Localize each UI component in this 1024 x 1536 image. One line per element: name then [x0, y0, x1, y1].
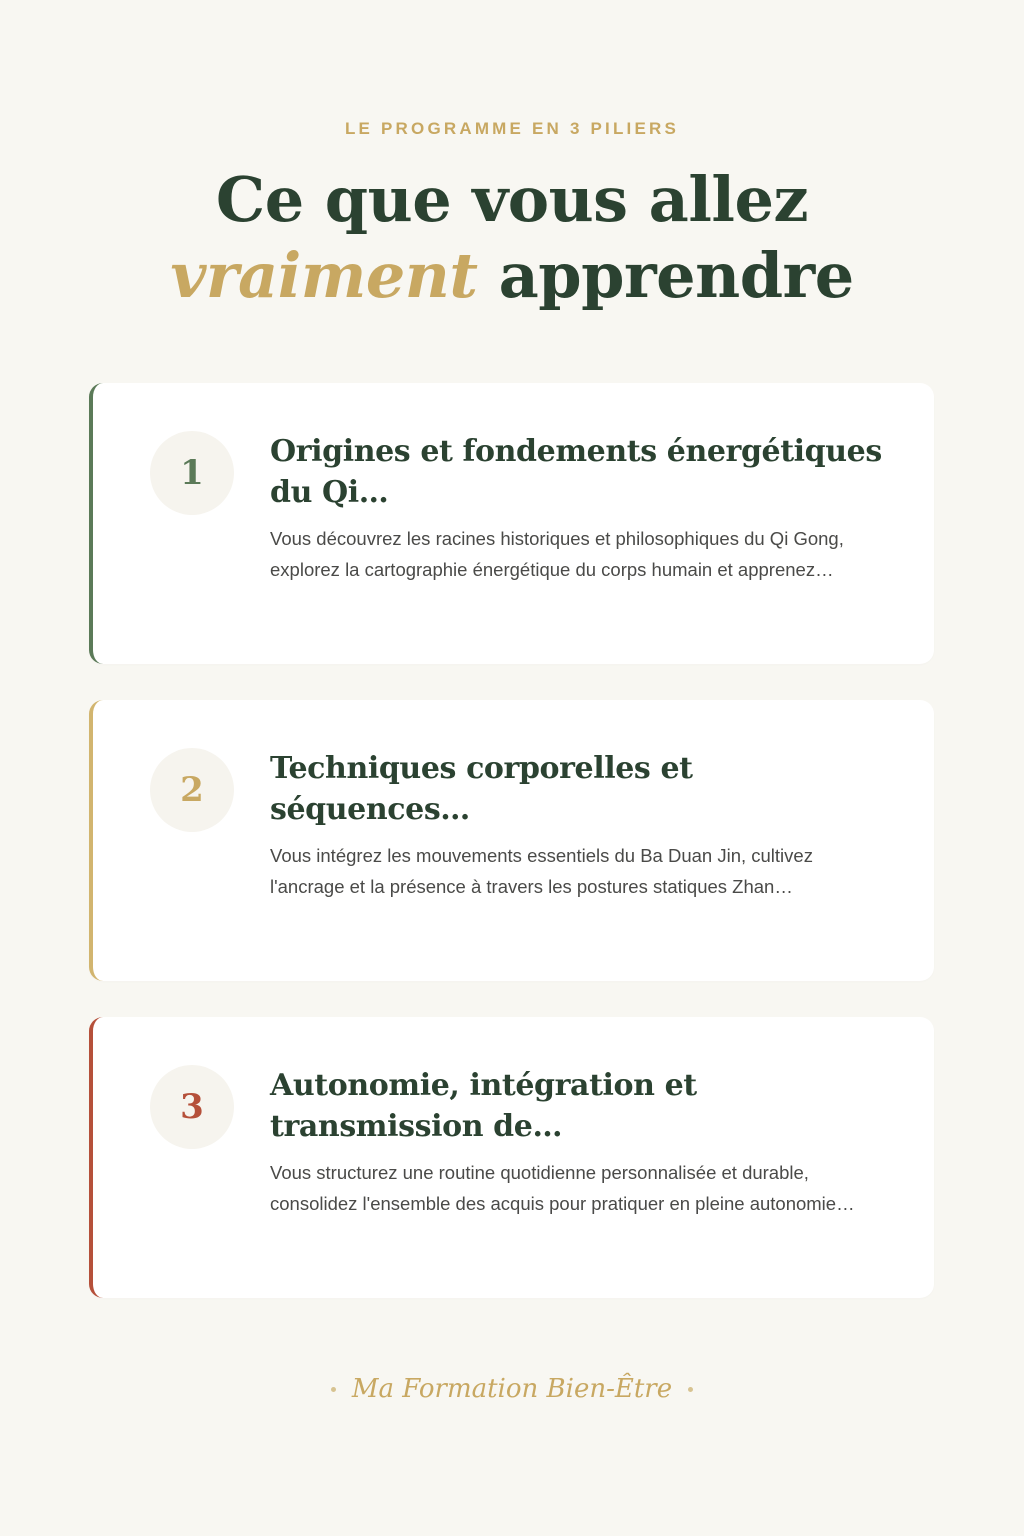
brand-name: Ma Formation Bien-Être	[351, 1374, 673, 1404]
pillar-card-1	[89, 383, 934, 664]
pillar-description: Vous découvrez les racines historiques et philosophiques du Qi Gong, explorez la cartographie énergétique du corps humain et apprenez…	[270, 528, 844, 580]
title-line-2: apprendre	[498, 239, 854, 312]
pillar-number-badge: 3	[150, 1065, 234, 1149]
pillar-number-badge: 1	[150, 431, 234, 515]
title-line-1: Ce que vous allez	[215, 163, 809, 236]
pillar-card-3	[89, 1017, 934, 1298]
decorative-dot-icon	[331, 1387, 336, 1392]
section-eyebrow: LE PROGRAMME EN 3 PILIERS	[344, 119, 680, 138]
pillar-number-badge: 2	[150, 748, 234, 832]
pillar-description: Vous structurez une routine quotidienne personnalisée et durable, consolidez l'ensemble des acquis pour pratiquer en pleine autonomie…	[270, 1162, 855, 1214]
decorative-dot-icon	[688, 1387, 693, 1392]
page-title	[0, 162, 1024, 314]
pillar-title: Origines et fondements énergétiques du Qi…	[270, 434, 882, 510]
footer-brand	[0, 1374, 1024, 1404]
pillar-title: Techniques corporelles et séquences…	[270, 751, 693, 827]
pillar-card-2	[89, 700, 934, 981]
title-accent: vraiment	[170, 239, 478, 312]
pillar-description: Vous intégrez les mouvements essentiels du Ba Duan Jin, cultivez l'ancrage et la présence à travers les postures statiques Zhan…	[270, 845, 813, 897]
pillar-title: Autonomie, intégration et transmission de…	[270, 1068, 697, 1144]
